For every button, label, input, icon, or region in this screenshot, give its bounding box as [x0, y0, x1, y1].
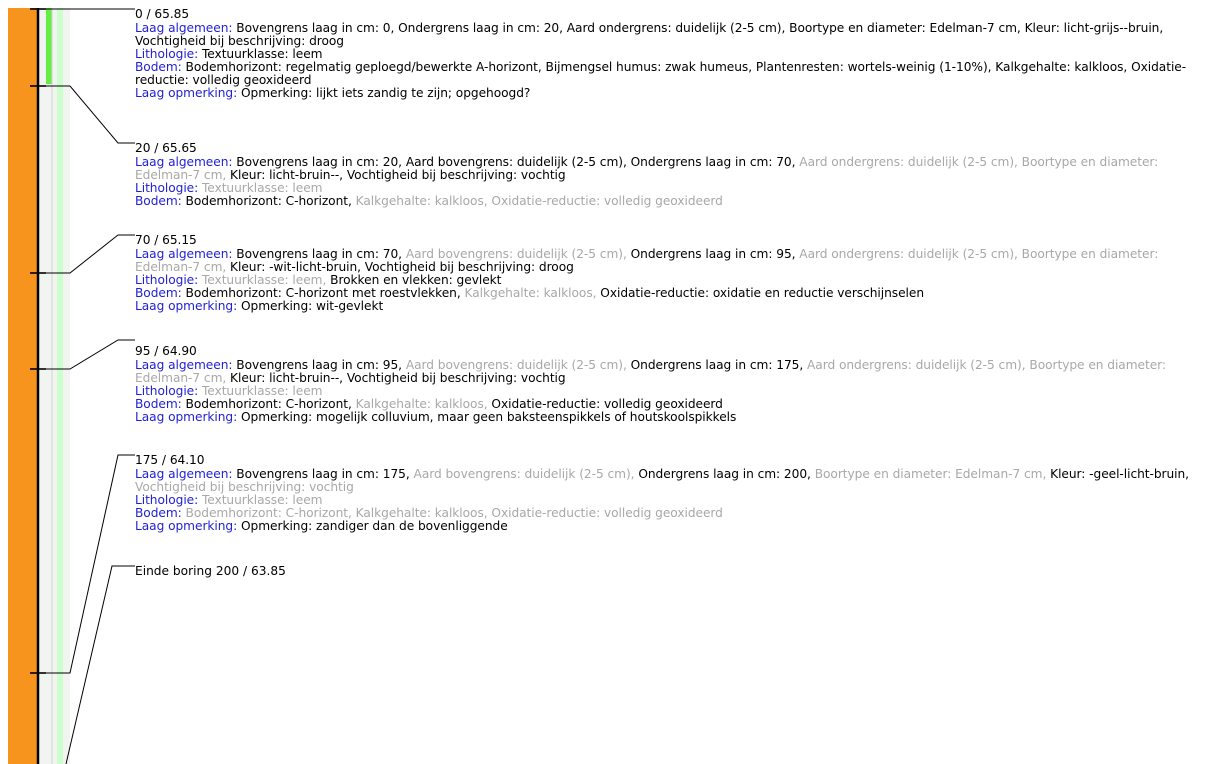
property-text: Bodemhorizont: C-horizont,	[181, 396, 356, 411]
category-label: Bodem:	[135, 285, 182, 300]
property-text: Brokken en vlekken: gevlekt	[330, 272, 502, 287]
property-text: Kalkgehalte: kalkloos,	[355, 396, 492, 411]
category-label: Lithologie:	[135, 272, 199, 287]
property-text: Ondergrens laag in cm: 175,	[630, 357, 807, 372]
green-bright-stripe	[46, 8, 52, 84]
property-text: Opmerking: mogelijk colluvium, maar geen baksteenspikkels of houtskoolspikkels	[237, 409, 737, 424]
layer-description	[135, 359, 1203, 424]
category-label: Bodem:	[135, 193, 182, 208]
property-text: Ondergrens laag in cm: 200,	[638, 466, 815, 481]
category-label: Laag algemeen:	[135, 466, 233, 481]
category-label: Lithologie:	[135, 383, 199, 398]
property-text: Kleur: -wit-licht-bruin, Vochtigheid bij beschrijving: droog	[230, 259, 574, 274]
layer-block-0	[135, 8, 1203, 100]
property-text: Bodemhorizont: C-horizont met roestvlekken,	[181, 285, 465, 300]
property-text: Bovengrens laag in cm: 70,	[232, 246, 406, 261]
property-text: Boortype en diameter: Edelman-7 cm,	[814, 466, 1051, 481]
category-label: Laag opmerking:	[135, 86, 238, 101]
property-text: Textuurklasse: leem	[198, 46, 323, 61]
property-text: Opmerking: lijkt iets zandig te zijn; opgehoogd?	[237, 86, 531, 101]
category-label: Laag algemeen:	[135, 246, 233, 261]
layer-line	[135, 359, 1203, 385]
property-text: Vochtigheid bij beschrijving: vochtig	[135, 479, 354, 494]
layer-depth-label: 20 / 65.65	[135, 141, 197, 155]
property-text: Textuurklasse: leem,	[198, 272, 331, 287]
property-text: Kalkgehalte: kalkloos,	[464, 285, 601, 300]
layer-depth-label: 175 / 64.10	[135, 453, 205, 467]
green-pale-stripe	[57, 8, 63, 764]
category-label: Lithologie:	[135, 180, 199, 195]
property-text: Aard ondergrens: duidelijk (2-5 cm), Boortype en diameter: Edelman-7 cm,	[135, 246, 1159, 274]
property-text: Bovengrens laag in cm: 20, Aard bovengrens: duidelijk (2-5 cm), Ondergrens laag in cm: 70,	[232, 154, 800, 169]
layer-block-1	[135, 142, 1203, 208]
property-text: Textuurklasse: leem	[198, 180, 323, 195]
property-text: Kalkgehalte: kalkloos, Oxidatie-reductie: volledig geoxideerd	[355, 193, 723, 208]
category-label: Laag opmerking:	[135, 409, 238, 424]
layer-depth-label: 95 / 64.90	[135, 344, 197, 358]
property-text: Textuurklasse: leem	[198, 383, 323, 398]
column-grey-band	[38, 8, 70, 764]
category-label: Laag algemeen:	[135, 20, 233, 35]
layer-depth-label: 70 / 65.15	[135, 233, 197, 247]
layer-line	[135, 411, 1203, 424]
property-text: Kleur: licht-bruin--, Vochtigheid bij beschrijving: vochtig	[230, 370, 566, 385]
layer-line	[135, 195, 1203, 208]
category-label: Bodem:	[135, 505, 182, 520]
connector-end	[66, 566, 135, 764]
layer-line	[135, 468, 1203, 494]
category-label: Laag algemeen:	[135, 357, 233, 372]
property-text: Opmerking: zandiger dan de bovenliggende	[237, 518, 508, 533]
layer-line	[135, 520, 1203, 533]
layer-line	[135, 22, 1203, 48]
boring-end-label: Einde boring 200 / 63.85	[135, 564, 286, 578]
property-text: Aard ondergrens: duidelijk (2-5 cm), Boortype en diameter: Edelman-7 cm,	[135, 357, 1166, 385]
category-label: Bodem:	[135, 396, 182, 411]
layer-block-3	[135, 345, 1203, 424]
layer-line	[135, 87, 1203, 100]
layer-description	[135, 468, 1203, 533]
property-text: Aard bovengrens: duidelijk (2-5 cm),	[405, 246, 631, 261]
layer-description	[135, 22, 1203, 101]
column-orange-band	[8, 8, 38, 764]
property-text: Oxidatie-reductie: volledig geoxideerd	[491, 396, 723, 411]
property-text: Bovengrens laag in cm: 175,	[232, 466, 414, 481]
layer-line	[135, 300, 1203, 313]
property-text: Bovengrens laag in cm: 95,	[232, 357, 406, 372]
property-text: Oxidatie-reductie: oxidatie en reductie verschijnselen	[600, 285, 924, 300]
layer-line	[135, 61, 1203, 87]
layer-block-2	[135, 234, 1203, 313]
property-text: Aard bovengrens: duidelijk (2-5 cm),	[405, 357, 631, 372]
category-label: Laag algemeen:	[135, 154, 233, 169]
category-label: Laag opmerking:	[135, 298, 238, 313]
property-text: Aard bovengrens: duidelijk (2-5 cm),	[413, 466, 639, 481]
layer-description	[135, 248, 1203, 313]
layer-line	[135, 248, 1203, 274]
property-text: Kleur: -geel-licht-bruin,	[1050, 466, 1190, 481]
property-text: Textuurklasse: leem	[198, 492, 323, 507]
property-text: Kleur: licht-bruin--, Vochtigheid bij beschrijving: vochtig	[230, 167, 566, 182]
property-text: Bodemhorizont: regelmatig geploegd/bewerkte A-horizont, Bijmengsel humus: zwak humeus, Plantenresten: wortels-weinig (1-10%), Kalkgehalte: kalkloos, Oxidatie-reductie: volledig geoxideerd	[135, 59, 1187, 87]
property-text: Bodemhorizont: C-horizont, Kalkgehalte: kalkloos, Oxidatie-reductie: volledig geoxideerd	[181, 505, 723, 520]
layer-description	[135, 156, 1203, 208]
category-label: Bodem:	[135, 59, 182, 74]
category-label: Lithologie:	[135, 46, 199, 61]
property-text: Bodemhorizont: C-horizont,	[181, 193, 356, 208]
property-text: Aard ondergrens: duidelijk (2-5 cm), Boortype en diameter: Edelman-7 cm,	[135, 154, 1159, 182]
property-text: Bovengrens laag in cm: 0, Ondergrens laag in cm: 20, Aard ondergrens: duidelijk (2-5 cm), Boortype en diameter: Edelman-7 cm, Kleur: licht-grijs--bruin, Vochtigheid bij beschrijving: droog	[135, 20, 1164, 48]
layer-block-4	[135, 454, 1203, 533]
category-label: Laag opmerking:	[135, 518, 238, 533]
layer-line	[135, 156, 1203, 182]
property-text: Opmerking: wit-gevlekt	[237, 298, 384, 313]
property-text: Ondergrens laag in cm: 95,	[630, 246, 800, 261]
category-label: Lithologie:	[135, 492, 199, 507]
layer-depth-label: 0 / 65.85	[135, 7, 190, 21]
